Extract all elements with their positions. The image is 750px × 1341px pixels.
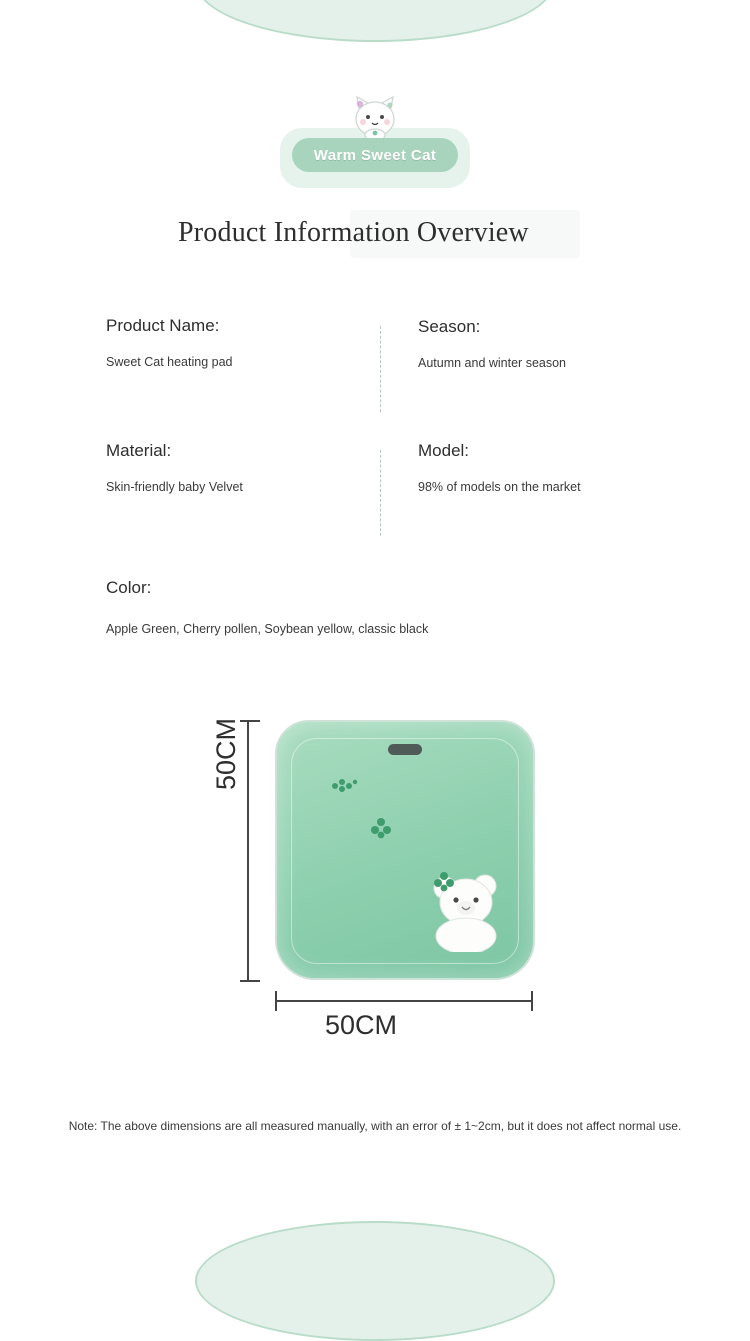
logo-pill (292, 138, 458, 172)
spec-label: Product Name: (106, 316, 220, 335)
dimension-width-label: 50CM (325, 1010, 398, 1040)
flower-motif-icon (329, 774, 359, 796)
decorative-arc-bottom (195, 1221, 555, 1341)
measurement-note: Note: The above dimensions are all measured manually, with an error of ± 1~2cm, but it does not affect normal use. (68, 1119, 682, 1133)
bear-embroidery-icon (423, 866, 515, 952)
spec-label: Color: (106, 578, 152, 597)
spec-label: Material: (106, 441, 172, 460)
spec-value: Apple Green, Cherry pollen, Soybean yellow, classic black (106, 622, 429, 636)
product-image (275, 720, 535, 980)
dimension-line-vertical (247, 720, 249, 982)
spec-item-product-name (100, 318, 380, 442)
spec-item-model (380, 442, 660, 566)
spec-value: Autumn and winter season (418, 356, 567, 370)
spec-value: Sweet Cat heating pad (106, 355, 233, 369)
spec-value: Skin-friendly baby Velvet (106, 480, 243, 494)
logo-text: Warm Sweet Cat (313, 146, 437, 164)
spec-item-material (100, 442, 380, 566)
spec-divider (380, 450, 381, 536)
dimension-line-horizontal (275, 1000, 533, 1002)
spec-label: Model: (418, 441, 470, 460)
spec-item-season (380, 318, 660, 442)
product-figure (211, 700, 555, 1050)
decorative-arc-top (195, 0, 555, 42)
page-title: Product Information Overview (178, 216, 529, 248)
spec-item-color (106, 578, 626, 636)
spec-grid (100, 318, 660, 566)
dimension-height-label: 50CM (211, 717, 241, 790)
spec-row (100, 318, 660, 442)
spec-divider (380, 326, 381, 412)
flower-motif-icon (369, 816, 395, 840)
brand-logo (280, 92, 470, 188)
spec-value: 98% of models on the market (418, 480, 581, 494)
spec-row (100, 442, 660, 566)
spec-label: Season: (418, 317, 481, 336)
